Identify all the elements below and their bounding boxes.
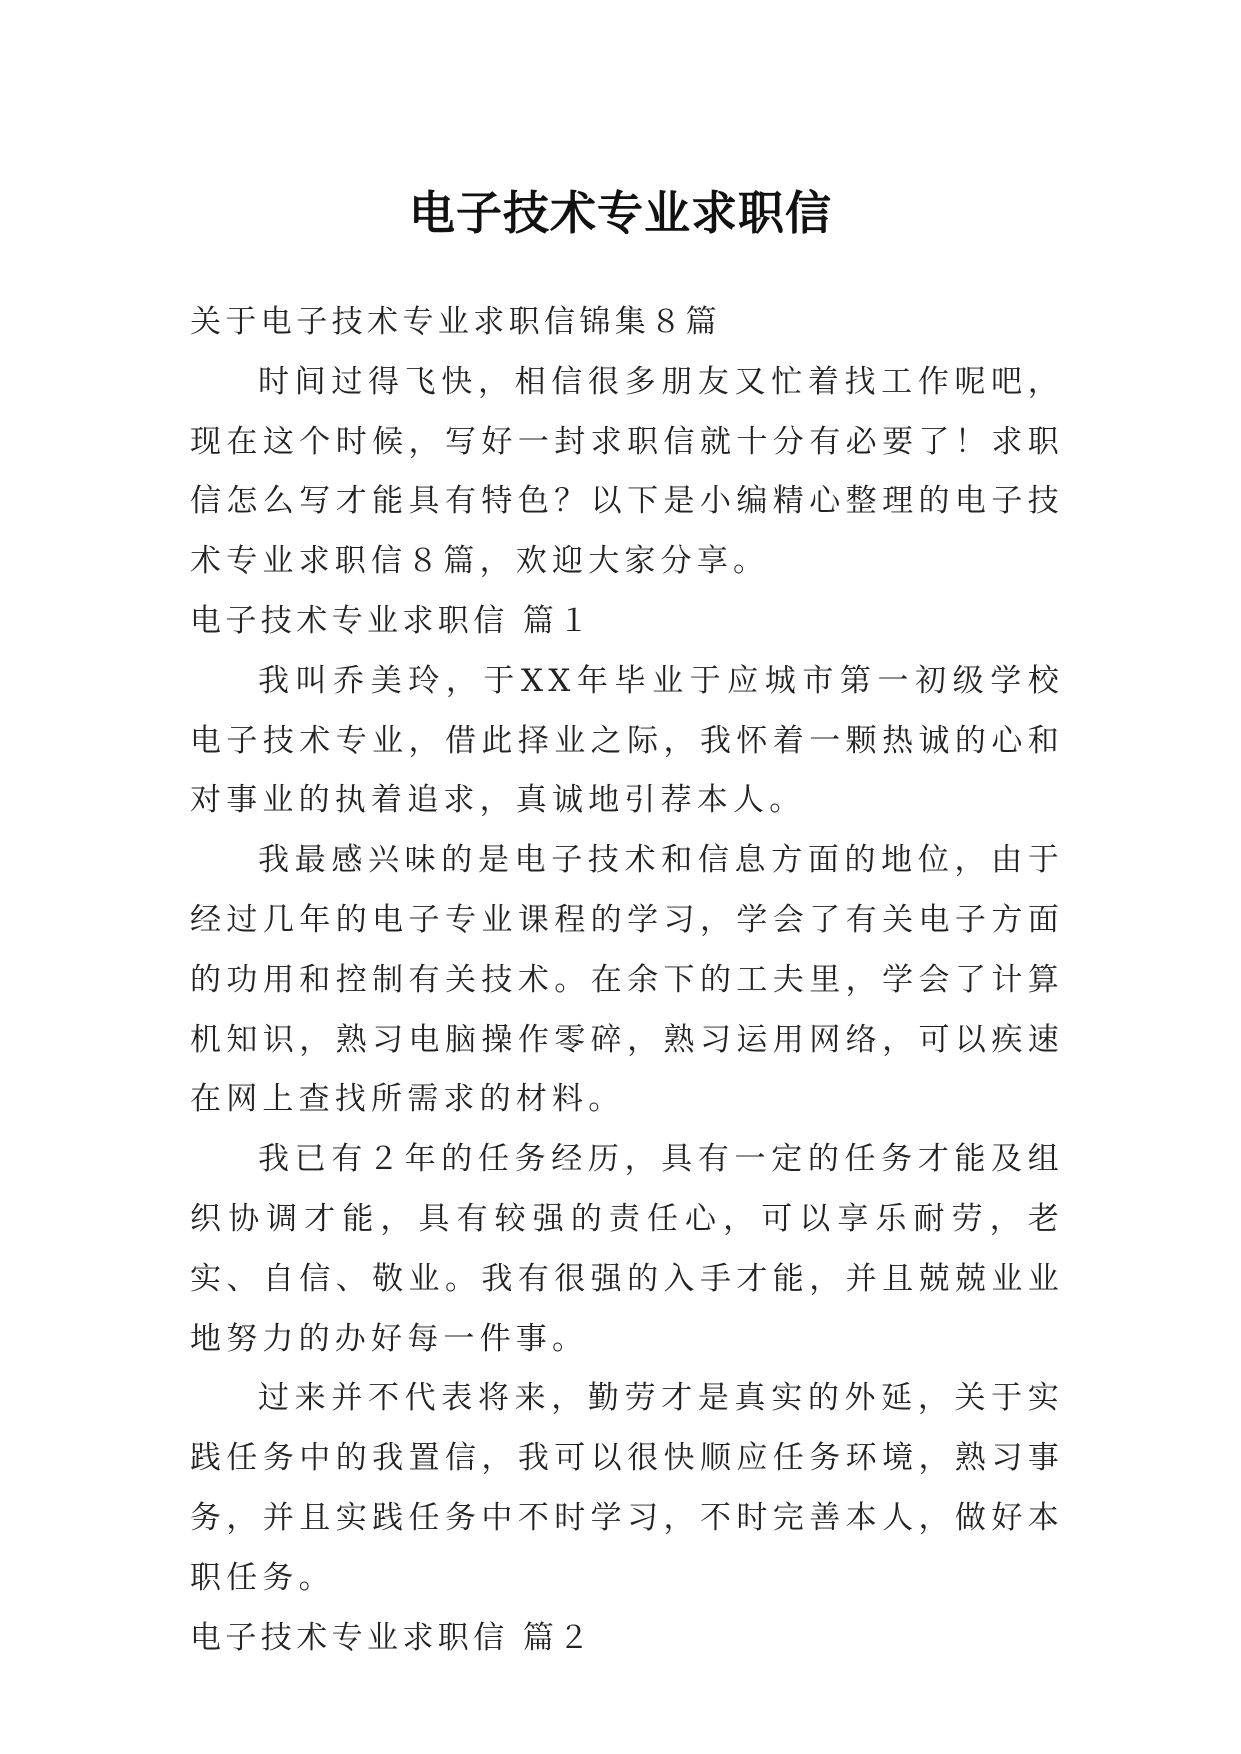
intro-heading: 关于电子技术专业求职信锦集８篇 xyxy=(190,304,721,340)
document-body xyxy=(190,293,1064,1668)
section-heading-2: 电子技术专业求职信 篇２ xyxy=(190,1619,594,1656)
section-heading-1: 电子技术专业求职信 篇１ xyxy=(190,602,594,639)
body-paragraph: 我最感兴味的是电子技术和信息方面的地位，由于经过几年的电子专业课程的学习，学会了有关电子方面的功用和控制有关技术。在余下的工夫里，学会了计算机知识，熟习电脑操作零碎，熟习运用网络，可以疾速在网上查找所需求的材料。 xyxy=(190,842,1064,1118)
body-paragraph: 我已有２年的任务经历，具有一定的任务才能及组织协调才能，具有较强的责任心，可以享乐耐劳，老实、自信、敬业。我有很强的入手才能，并且兢兢业业地努力的办好每一件事。 xyxy=(190,1141,1064,1357)
intro-paragraph: 时间过得飞快，相信很多朋友又忙着找工作呢吧，现在这个时候，写好一封求职信就十分有必要了！求职信怎么写才能具有特色？以下是小编精心整理的电子技术专业求职信８篇，欢迎大家分享。 xyxy=(190,363,1064,580)
body-paragraph: 过来并不代表将来，勤劳才是真实的外延，关于实践任务中的我置信，我可以很快顺应任务环境，熟习事务，并且实践任务中不时学习，不时完善本人，做好本职任务。 xyxy=(190,1380,1064,1596)
document-title: 电子技术专业求职信 xyxy=(409,185,832,240)
body-paragraph: 我叫乔美玲，于XX年毕业于应城市第一初级学校电子技术专业，借此择业之际，我怀着一颗热诚的心和对事业的执着追求，真诚地引荐本人。 xyxy=(190,662,1064,819)
